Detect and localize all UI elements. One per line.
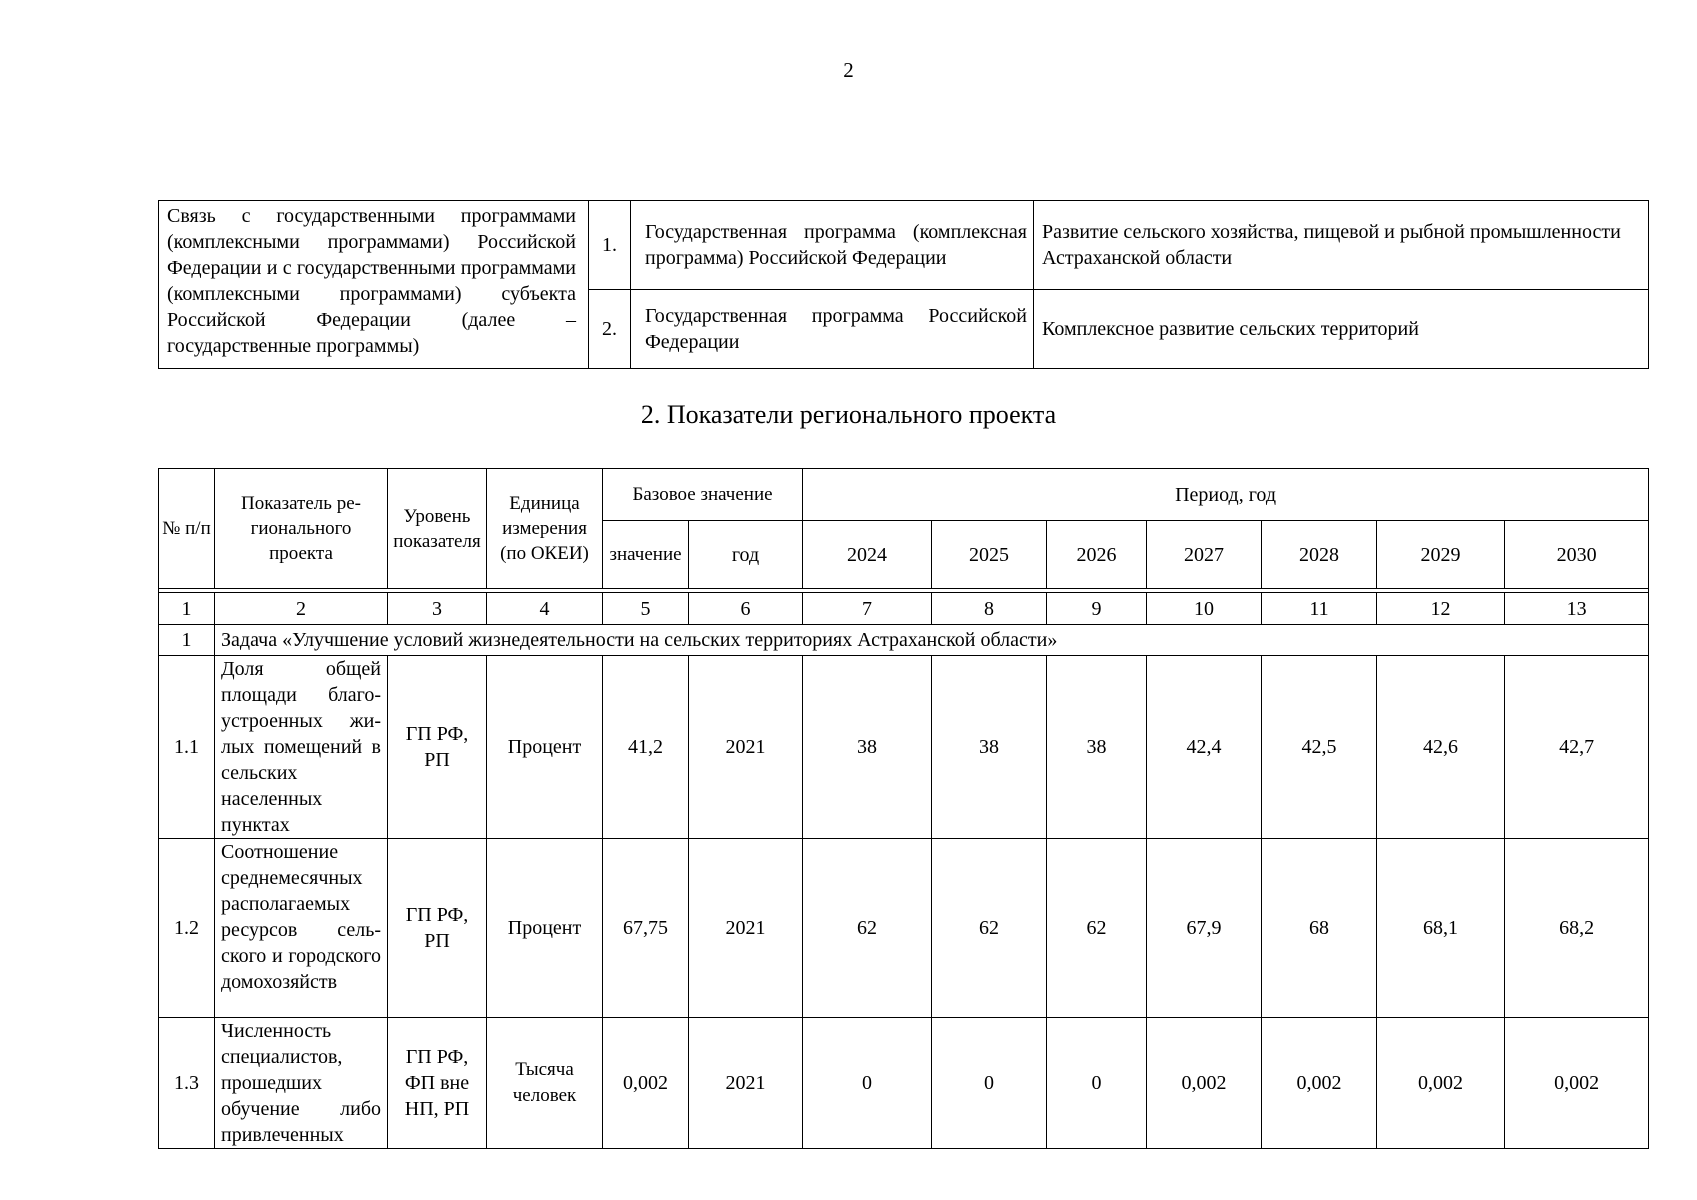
indicator-name: Доля общей площади благоустроенных жилых помещений в сельских населенных пунктах (215, 656, 388, 839)
column-number: 2 (215, 593, 388, 625)
year-value: 67,9 (1147, 839, 1262, 1018)
links-program-type: Государственная программа Российской Федерации (631, 290, 1034, 369)
year-value: 0 (803, 1018, 932, 1149)
indicator-unit: Процент (487, 656, 603, 839)
indicator-level: ГП РФ, РП (388, 839, 487, 1018)
base-year: 2021 (689, 656, 803, 839)
base-value: 0,002 (603, 1018, 689, 1149)
year-value: 38 (932, 656, 1047, 839)
base-value: 67,75 (603, 839, 689, 1018)
column-number: 13 (1505, 593, 1649, 625)
year-value: 0 (932, 1018, 1047, 1149)
year-value: 62 (1047, 839, 1147, 1018)
column-number: 7 (803, 593, 932, 625)
row-number: 1.3 (159, 1018, 215, 1149)
government-programs-links-table (158, 200, 1649, 369)
column-number: 6 (689, 593, 803, 625)
indicator-level: ГП РФ, ФП вне НП, РП (388, 1018, 487, 1149)
column-number: 10 (1147, 593, 1262, 625)
column-number: 8 (932, 593, 1047, 625)
year-value: 62 (803, 839, 932, 1018)
year-value: 68 (1262, 839, 1377, 1018)
header-base-value: значение (603, 521, 689, 589)
header-row (159, 469, 1649, 521)
header-year: 2025 (932, 521, 1047, 589)
base-value: 41,2 (603, 656, 689, 839)
base-year: 2021 (689, 839, 803, 1018)
links-row-number: 1. (589, 201, 631, 290)
task-row (159, 625, 1649, 656)
year-value: 42,5 (1262, 656, 1377, 839)
header-year: 2024 (803, 521, 932, 589)
row-number: 1.2 (159, 839, 215, 1018)
header-base-year: год (689, 521, 803, 589)
header-year: 2029 (1377, 521, 1505, 589)
links-row (159, 201, 1649, 290)
header-year: 2027 (1147, 521, 1262, 589)
header-indicator: Показатель регионального проекта (215, 469, 388, 589)
column-number: 11 (1262, 593, 1377, 625)
header-unit: Единица измерения (по ОКЕИ) (487, 469, 603, 589)
base-year: 2021 (689, 1018, 803, 1149)
links-row-number: 2. (589, 290, 631, 369)
year-value: 68,1 (1377, 839, 1505, 1018)
header-level: Уровень показателя (388, 469, 487, 589)
year-value: 0,002 (1147, 1018, 1262, 1149)
task-number: 1 (159, 625, 215, 656)
indicator-unit: Тысяча человек (487, 1018, 603, 1149)
year-value: 42,4 (1147, 656, 1262, 839)
column-number: 1 (159, 593, 215, 625)
year-value: 68,2 (1505, 839, 1649, 1018)
column-number: 3 (388, 593, 487, 625)
row-number: 1.1 (159, 656, 215, 839)
year-value: 0,002 (1505, 1018, 1649, 1149)
task-text: Задача «Улучшение условий жизнедеятельности на сельских территориях Астраханской области» (215, 625, 1649, 656)
table-row (159, 839, 1649, 1018)
indicator-level: ГП РФ, РП (388, 656, 487, 839)
page-number: 2 (843, 58, 854, 82)
year-value: 62 (932, 839, 1047, 1018)
table-row (159, 1018, 1649, 1149)
links-program-type: Государственная программа (комплексная программа) Российской Федерации (631, 201, 1034, 290)
year-value: 38 (1047, 656, 1147, 839)
year-value: 42,6 (1377, 656, 1505, 839)
indicator-name: Соотношение среднемесячных располагаемых ресурсов сельского и городского домохозяйств (215, 839, 388, 1018)
indicators-table (158, 468, 1649, 1149)
header-num: № п/п (159, 469, 215, 589)
year-value: 0,002 (1262, 1018, 1377, 1149)
table-row (159, 656, 1649, 839)
links-description: Связь с государственными программами (комплексными программами) Российской Федерации и с государственными программами (комплексными программами) субъекта Российской Федерации (далее – государственные программы) (159, 201, 589, 369)
column-number: 12 (1377, 593, 1505, 625)
indicator-name: Численность специалистов, прошедших обучение либо привлеченных (215, 1018, 388, 1149)
column-number: 5 (603, 593, 689, 625)
column-number: 4 (487, 593, 603, 625)
header-base: Базовое значение (603, 469, 803, 521)
header-year: 2028 (1262, 521, 1377, 589)
column-number-row (159, 593, 1649, 625)
year-value: 42,7 (1505, 656, 1649, 839)
column-number: 9 (1047, 593, 1147, 625)
year-value: 38 (803, 656, 932, 839)
indicator-unit: Процент (487, 839, 603, 1018)
header-year: 2026 (1047, 521, 1147, 589)
section-title: 2. Показатели регионального проекта (640, 400, 1057, 429)
year-value: 0,002 (1377, 1018, 1505, 1149)
header-year: 2030 (1505, 521, 1649, 589)
year-value: 0 (1047, 1018, 1147, 1149)
links-program-name: Развитие сельского хозяйства, пищевой и рыбной промышленности Астраханской области (1034, 201, 1649, 290)
header-period: Период, год (803, 469, 1649, 521)
links-program-name: Комплексное развитие сельских территорий (1034, 290, 1649, 369)
